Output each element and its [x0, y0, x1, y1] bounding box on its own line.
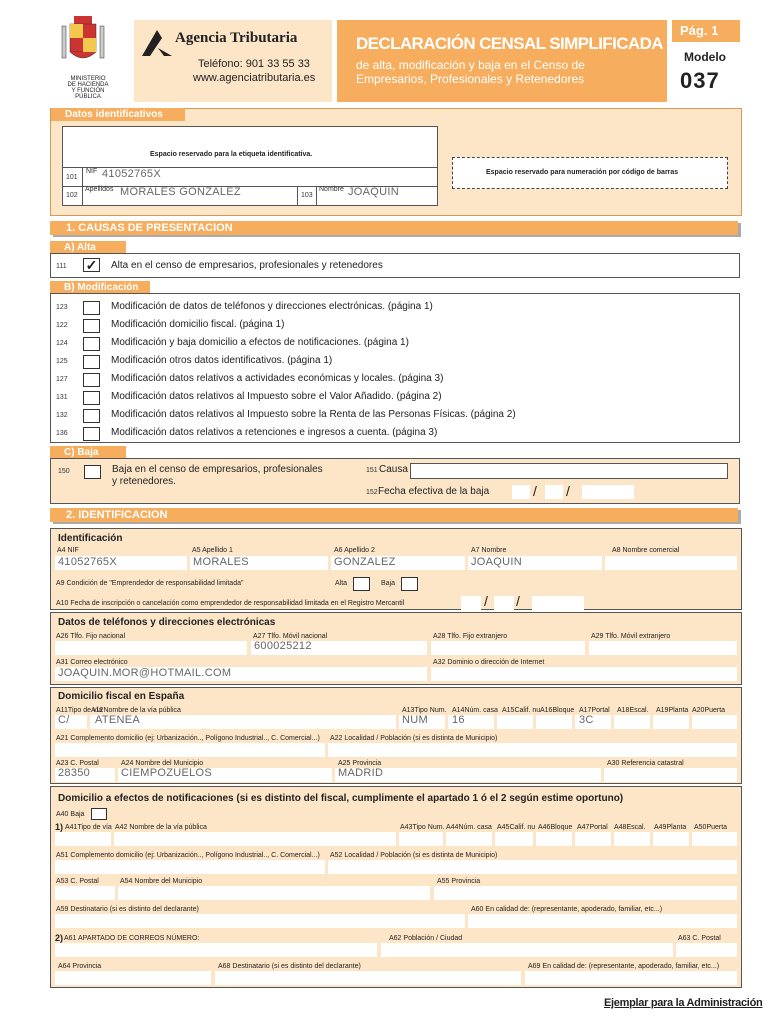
- a11-label: A11Tipo de vía: [56, 707, 103, 714]
- a68-field[interactable]: [215, 971, 521, 985]
- ident-nif: 41052765X: [58, 556, 117, 568]
- agency-logo-icon: [140, 28, 174, 58]
- num-152: 152: [366, 489, 378, 496]
- date-slash: /: [566, 483, 570, 499]
- a54-field[interactable]: [118, 886, 430, 900]
- a25-label: A25 Provincia: [338, 760, 382, 767]
- a20-label: A20Puerta: [692, 707, 726, 714]
- a16-field[interactable]: [536, 715, 572, 729]
- a64-field[interactable]: [55, 971, 211, 985]
- mod-num: 127: [56, 376, 68, 383]
- date-slash: /: [533, 483, 537, 499]
- mod-num: 136: [56, 430, 68, 437]
- a22-field[interactable]: [328, 743, 737, 757]
- baja-title: C) Baja: [50, 446, 126, 459]
- agency-name: Agencia Tributaria: [175, 30, 298, 46]
- a13-label: A13Tipo Num.: [402, 707, 447, 714]
- alta-text: Alta en el censo de empresarios, profesionales y retenedores: [111, 260, 383, 271]
- a9-label: A9 Condición de "Emprendedor de responsabilidad limitada": [56, 580, 244, 587]
- a61-label: A61 APARTADO DE CORREOS NÚMERO:: [64, 935, 200, 942]
- a64-label: A64 Provincia: [58, 963, 102, 970]
- tel-sub: Datos de teléfonos y direcciones electrónicas: [58, 617, 276, 628]
- nombre-label: Nombre: [319, 186, 344, 193]
- a12-label: A12Nombre de la vía pública: [91, 707, 181, 714]
- a8-field[interactable]: [605, 556, 737, 570]
- datos-title: Datos identificativos: [51, 108, 185, 121]
- notif-sub: Domicilio a efectos de notificaciones (si es distinto del fiscal, cumplimente el apartado 1 ó el 2 según estime oportuno): [58, 793, 624, 804]
- a23-label: A23 C. Postal: [56, 760, 99, 767]
- provincia-value: MADRID: [338, 767, 384, 779]
- a28-label: A28 Tlfo. Fijo extranjero: [433, 633, 508, 640]
- mod-text: Modificación y baja domicilio a efectos de notificaciones. (página 1): [111, 337, 409, 348]
- a51-label: A51 Complemento domicilio (ej: Urbanización.., Polígono Industrial.., C. Comercial...): [56, 852, 320, 859]
- a47-field[interactable]: [575, 832, 611, 846]
- mod-text: Modificación datos relativos al Impuesto sobre la Renta de las Personas Físicas. (página 2): [111, 409, 516, 420]
- a43-label: A43Tipo Num.: [400, 824, 445, 831]
- a29-label: A29 Tlfo. Móvil extranjero: [591, 633, 671, 640]
- causa-label: Causa: [379, 464, 408, 475]
- tipo-via-value: C/: [58, 714, 70, 726]
- a52-label: A52 Localidad / Población (si es distinta de Municipio): [330, 852, 498, 859]
- a52-field[interactable]: [328, 860, 737, 874]
- email-value: JOAQUIN.MOR@HOTMAIL.COM: [58, 667, 232, 679]
- a6-label: A6 Apellido 2: [334, 547, 375, 554]
- mod-text: Modificación otros datos identificativos. (página 1): [111, 355, 333, 366]
- a18-label: A18Escal.: [617, 707, 649, 714]
- apellidos-value[interactable]: MORALES GONZALEZ: [120, 186, 241, 198]
- num-103: 103: [301, 192, 313, 199]
- a42-label: A42 Nombre de la vía pública: [115, 824, 207, 831]
- a15-label: A15Calif. nu: [502, 707, 541, 714]
- mod-title: B) Modificación: [50, 281, 150, 294]
- municipio-value: CIEMPOZUELOS: [121, 767, 213, 779]
- a17-label: A17Portal: [579, 707, 610, 714]
- mod-checkbox[interactable]: [83, 409, 100, 423]
- a62-label: A62 Población / Ciudad: [389, 935, 463, 942]
- mod-checkbox[interactable]: [83, 373, 100, 387]
- a69-field[interactable]: [525, 971, 737, 985]
- nombre-value[interactable]: JOAQUIN: [348, 186, 399, 198]
- a26-field[interactable]: [55, 641, 247, 655]
- a19-label: A19Planta: [656, 707, 689, 714]
- a43-field[interactable]: [399, 832, 443, 846]
- a68-label: A68 Destinatario (si es distinto del declarante): [218, 963, 361, 970]
- a32-field[interactable]: [431, 667, 737, 681]
- a15-field[interactable]: [497, 715, 533, 729]
- page-number: Pág. 1: [680, 23, 719, 38]
- mod-text: Modificación domicilio fiscal. (página 1): [111, 319, 285, 330]
- modelo-label: Modelo: [684, 50, 726, 64]
- a63-label: A63 C. Postal: [678, 935, 721, 942]
- a4-label: A4 NIF: [57, 547, 79, 554]
- a9-alta-checkbox[interactable]: [353, 577, 370, 591]
- fiscal-sub: Domicilio fiscal en España: [58, 691, 185, 702]
- agency-phone: Teléfono: 901 33 55 33: [198, 58, 310, 70]
- a69-label: A69 En calidad de: (representante, apoderado, familiar, etc...): [528, 963, 720, 970]
- label-reserved-text: Espacio reservado para la etiqueta identificativa.: [150, 151, 313, 158]
- num-150: 150: [58, 468, 70, 475]
- a51-field[interactable]: [55, 860, 325, 874]
- ident-ap1: MORALES: [193, 556, 249, 568]
- a55-label: A55 Provincia: [437, 878, 481, 885]
- mod-num: 122: [56, 322, 68, 329]
- a7-label: A7 Nombre: [471, 547, 507, 554]
- fecha-baja-month[interactable]: [545, 485, 563, 499]
- fecha-baja-year[interactable]: [582, 485, 634, 499]
- mod-num: 125: [56, 358, 68, 365]
- a60-field[interactable]: [468, 914, 737, 928]
- num-casa-value: 16: [452, 714, 465, 726]
- mod-checkbox[interactable]: [83, 427, 100, 441]
- ident-ap2: GONZALEZ: [334, 556, 396, 568]
- coat-of-arms-logo: [58, 14, 108, 76]
- a10-year[interactable]: [532, 596, 584, 610]
- alta-checkbox[interactable]: ✓: [83, 258, 100, 272]
- ident-nom: JOAQUIN: [471, 556, 522, 568]
- baja-text-2: y retenedores.: [112, 476, 176, 487]
- a30-field[interactable]: [604, 768, 737, 782]
- a9-baja-checkbox[interactable]: [401, 577, 418, 591]
- mod-num: 123: [56, 304, 68, 311]
- a5-label: A5 Apellido 1: [192, 547, 233, 554]
- ministry-name: MINISTERIO DE HACIENDA Y FUNCIÓN PÚBLICA: [67, 76, 109, 100]
- mod-text: Modificación datos relativos a retenciones e ingresos a cuenta. (página 3): [111, 427, 438, 438]
- mod-checkbox[interactable]: [83, 355, 100, 369]
- a24-label: A24 Nombre del Municipio: [121, 760, 204, 767]
- a60-label: A60 En calidad de: (representante, apoderado, familiar, etc...): [471, 906, 663, 913]
- a53-field[interactable]: [55, 886, 115, 900]
- a10-label: A10 Fecha de inscripción o cancelación como emprendedor de responsabilidad limitada en el Registro Mercantil: [56, 600, 405, 607]
- a53-label: A53 C. Postal: [56, 878, 99, 885]
- nif-label: NIF: [86, 168, 98, 175]
- option-1: 1): [55, 822, 64, 832]
- mod-text: Modificación datos relativos al Impuesto sobre el Valor Añadido. (página 2): [111, 391, 442, 402]
- a20-field[interactable]: [692, 715, 737, 729]
- a22-label: A22 Localidad / Población (si es distinta de Municipio): [330, 735, 498, 742]
- date-slash: /: [484, 593, 488, 609]
- a14-label: A14Núm. casa: [452, 707, 498, 714]
- a41-label: A41Tipo de vía: [65, 824, 112, 831]
- causas-title: 1. CAUSAS DE PRESENTACION: [50, 221, 738, 235]
- causa-field[interactable]: [410, 463, 728, 479]
- a30-label: A30 Referencia catastral: [607, 760, 684, 767]
- a55-field[interactable]: [434, 886, 737, 900]
- mod-num: 131: [56, 394, 68, 401]
- footer-copy-label: Ejemplar para la Administración: [604, 997, 763, 1009]
- a45-label: A45Calif. nu: [497, 824, 536, 831]
- a9-alta-label: Alta: [335, 580, 348, 587]
- agency-web[interactable]: www.agenciatributaria.es: [193, 72, 316, 84]
- a63-field[interactable]: [676, 943, 737, 957]
- ident-sub: Identificación: [58, 533, 123, 544]
- tipo-num-value: NUM: [402, 714, 428, 726]
- portal-value: 3C: [579, 714, 594, 726]
- a46-field[interactable]: [536, 832, 572, 846]
- date-slash: /: [516, 593, 520, 609]
- a46-label: A46Bloque: [538, 824, 573, 831]
- a10-month[interactable]: [494, 596, 514, 610]
- cp-value: 28350: [58, 767, 91, 779]
- option-2: 2): [55, 933, 64, 943]
- alta-title: A) Alta: [50, 241, 126, 254]
- a48-label: A48Escal.: [614, 824, 646, 831]
- mod-box: [50, 293, 740, 443]
- modelo-number: 037: [680, 68, 720, 93]
- a41-field[interactable]: [55, 832, 111, 846]
- a31-label: A31 Correo electrónico: [56, 659, 128, 666]
- baja-text-1: Baja en el censo de empresarios, profesionales: [112, 464, 323, 475]
- a40-checkbox[interactable]: [91, 808, 107, 820]
- a40-label: A40 Baja: [56, 811, 85, 818]
- barcode-text: Espacio reservado para numeración por código de barras: [486, 169, 679, 176]
- mod-checkbox[interactable]: [83, 319, 100, 333]
- a48-field[interactable]: [614, 832, 650, 846]
- a49-field[interactable]: [653, 832, 689, 846]
- a32-label: A32 Dominio o dirección de Internet: [433, 659, 545, 666]
- a18-field[interactable]: [614, 715, 650, 729]
- mod-checkbox[interactable]: [83, 337, 100, 351]
- num-111: 111: [56, 263, 67, 270]
- a44-field[interactable]: [446, 832, 492, 846]
- apellidos-label: Apellidos: [85, 186, 114, 193]
- a21-field[interactable]: [55, 743, 325, 757]
- ident-title: 2. IDENTIFICACION: [50, 508, 738, 522]
- mod-num: 124: [56, 340, 68, 347]
- via-value: ATENEA: [95, 714, 140, 726]
- num-101: 101: [66, 174, 78, 181]
- a26-label: A26 Tlfo. Fijo nacional: [56, 633, 126, 640]
- a44-label: A44Núm. casa: [446, 824, 492, 831]
- a62-field[interactable]: [381, 943, 673, 957]
- a28-field[interactable]: [431, 641, 585, 655]
- a47-label: A47Portal: [577, 824, 608, 831]
- num-151: 151: [366, 467, 378, 474]
- a61-field[interactable]: [55, 943, 377, 957]
- a10-day[interactable]: [461, 596, 481, 610]
- mod-text: Modificación de datos de teléfonos y direcciones electrónicas. (página 1): [111, 301, 433, 312]
- a19-field[interactable]: [653, 715, 689, 729]
- a50-field[interactable]: [692, 832, 737, 846]
- fecha-baja-day[interactable]: [512, 485, 530, 499]
- form-subtitle: de alta, modificación y baja en el Censo de Empresarios, Profesionales y Retenedores: [356, 58, 585, 86]
- movil-value: 600025212: [254, 640, 312, 652]
- num-102: 102: [66, 192, 78, 199]
- a8-label: A8 Nombre comercial: [612, 547, 680, 554]
- a16-label: A16Bloque: [540, 707, 575, 714]
- mod-checkbox[interactable]: [83, 391, 100, 405]
- a59-field[interactable]: [55, 914, 465, 928]
- a9-baja-label: Baja: [381, 580, 396, 587]
- baja-checkbox[interactable]: [84, 465, 101, 479]
- a50-label: A50Puerta: [694, 824, 728, 831]
- mod-checkbox[interactable]: [83, 301, 100, 315]
- a42-field[interactable]: [114, 832, 396, 846]
- a29-field[interactable]: [589, 641, 737, 655]
- mod-text: Modificación datos relativos a actividades económicas y locales. (página 3): [111, 373, 444, 384]
- form-title: DECLARACIÓN CENSAL SIMPLIFICADA: [356, 34, 663, 53]
- a59-label: A59 Destinatario (si es distinto del declarante): [56, 906, 199, 913]
- nif-value[interactable]: 41052765X: [102, 168, 161, 180]
- a45-field[interactable]: [495, 832, 533, 846]
- a54-label: A54 Nombre del Municipio: [120, 878, 203, 885]
- a21-label: A21 Complemento domicilio (ej: Urbanización.., Polígono Industrial.., C. Comercial...): [56, 735, 320, 742]
- a49-label: A49Planta: [654, 824, 687, 831]
- a27-label: A27 Tlfo. Móvil nacional: [253, 633, 328, 640]
- fecha-baja-label: Fecha efectiva de la baja: [378, 486, 490, 497]
- mod-num: 132: [56, 412, 68, 419]
